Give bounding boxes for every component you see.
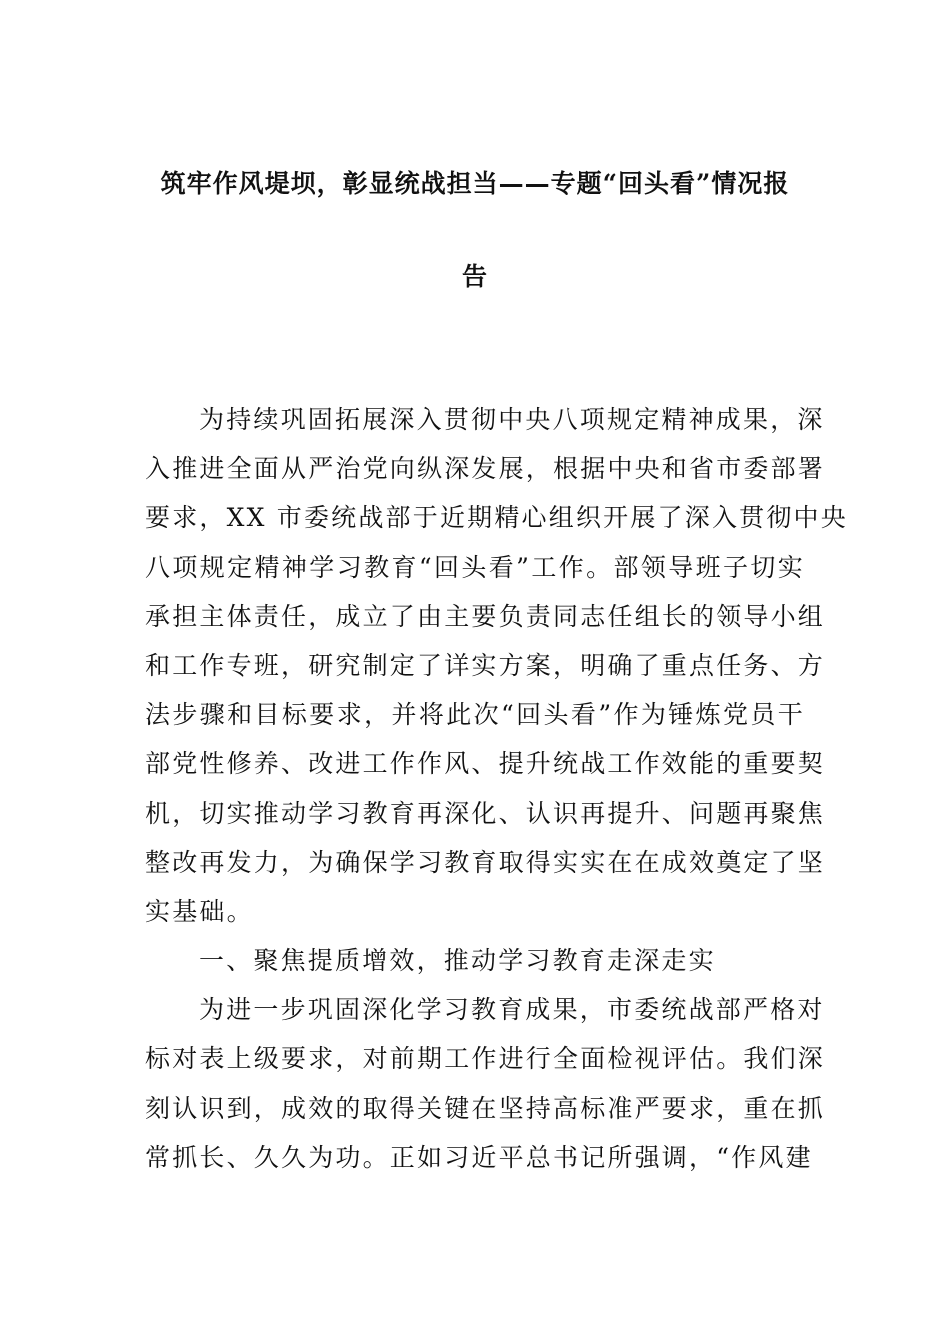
document-body bbox=[145, 395, 848, 1182]
paragraph-line: 法步骤和目标要求，并将此次“回头看”作为锤炼党员干 bbox=[145, 700, 805, 730]
paragraph-line: 为进一步巩固深化学习教育成果，市委统战部严格对 bbox=[199, 995, 825, 1025]
paragraph-line: 和工作专班，研究制定了详实方案，明确了重点任务、方 bbox=[145, 650, 826, 680]
paragraph-line: 常抓长、久久为功。正如习近平总书记所强调，“作风建 bbox=[145, 1142, 813, 1172]
paragraph-line: 八项规定精神学习教育“回头看”工作。部领导班子切实 bbox=[145, 552, 805, 582]
paragraph-line: 标对表上级要求，对前期工作进行全面检视评估。我们深 bbox=[145, 1044, 826, 1074]
paragraph-line: 实基础。 bbox=[145, 896, 254, 926]
paragraph-line: 部党性修养、改进工作作风、提升统战工作效能的重要契 bbox=[145, 749, 826, 779]
paragraph-line: 为持续巩固拓展深入贯彻中央八项规定精神成果，深 bbox=[199, 405, 825, 434]
paragraph-intro bbox=[145, 395, 848, 936]
paragraph-line: 承担主体责任，成立了由主要负责同志任组长的领导小组 bbox=[145, 601, 826, 631]
section-heading-1: 一、聚焦提质增效，推动学习教育走深走实 bbox=[199, 946, 716, 976]
paragraph-section-1 bbox=[145, 985, 826, 1182]
paragraph-line: 整改再发力，为确保学习教育取得实实在在成效奠定了坚 bbox=[145, 847, 826, 877]
document-title-line-1: 筑牢作风堤坝，彰显统战担当——专题“回头看”情况报 bbox=[160, 169, 790, 198]
paragraph-line: 入推进全面从严治党向纵深发展，根据中央和省市委部署 bbox=[145, 454, 826, 484]
paragraph-line: 刻认识到，成效的取得关键在坚持高标准严要求，重在抓 bbox=[145, 1093, 826, 1123]
document-title-line-2: 告 bbox=[461, 262, 488, 291]
paragraph-line: 机，切实推动学习教育再深化、认识再提升、问题再聚焦 bbox=[145, 798, 826, 828]
paragraph-line: 要求，XX 市委统战部于近期精心组织开展了深入贯彻中央 bbox=[145, 503, 848, 533]
